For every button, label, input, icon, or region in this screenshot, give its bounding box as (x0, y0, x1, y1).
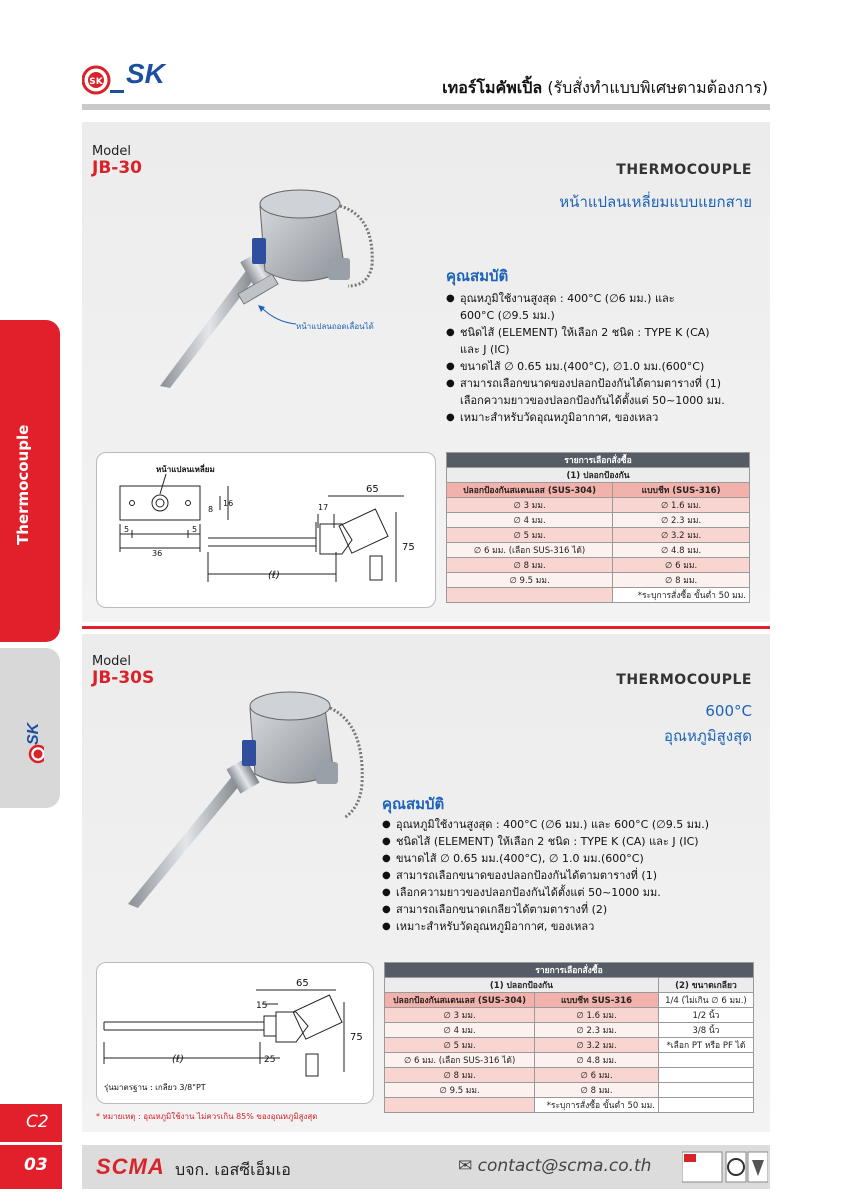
thermocouple-jb30s-image (120, 684, 380, 914)
dimension-drawing-lines (96, 452, 436, 608)
product-subtitle-temp: 600°C (705, 702, 752, 720)
product-type: THERMOCOUPLE (616, 162, 752, 178)
property-item: ● เลือกความยาวของปลอกป้องกันได้ตั้งแต่ 50~1000 มม. (382, 884, 766, 901)
svg-text:15: 15 (256, 1001, 268, 1011)
properties-heading: คุณสมบัติ (446, 267, 509, 285)
product-type: THERMOCOUPLE (616, 672, 752, 688)
svg-text:5: 5 (192, 525, 198, 534)
table-col-header: แบบชีท (SUS-316) (613, 483, 750, 498)
table-note: *ระบุการสั่งซื้อ ขั้นต่ำ 50 มม. (535, 1098, 659, 1113)
svg-text:75: 75 (402, 542, 415, 553)
table-col-header: แบบชีท SUS-316 (535, 993, 659, 1008)
order-table-jb30s: รายการเลือกสั่งซื้อ (1) ปลอกป้องกัน (2) ขนาดเกลียว ปลอกป้องกันสแตนเลส (SUS-304) แบบชีท SUS-316 1/4 (ไม่เกิน ∅ 6 มม.) ∅ 3 มม. ∅ 1.6 มม. 1/2 นิ้ว ∅ 4 มม. ∅ 2.3 มม. 3/8 นิ้ว ∅ 5 มม. ∅ 3.2 มม. *เลือก PT หรือ PF ได้ ∅ 6 มม. (เลือก SUS-316 ได้) ∅ 4.8 มม. ∅ 8 มม. ∅ 6 มม. ∅ 9.5 มม. ∅ 8 มม. *ระบุการสั่งซื้อ ขั้นต่ำ 50 มม. (384, 962, 754, 1113)
svg-text:(ℓ): (ℓ) (268, 570, 280, 581)
svg-text:65: 65 (366, 484, 379, 495)
table-title: รายการเลือกสั่งซื้อ (385, 963, 754, 978)
table-row: ∅ 3 มม. ∅ 1.6 มม. (447, 498, 750, 513)
model-number: JB-30 (92, 158, 142, 178)
envelope-icon: ✉ (458, 1156, 473, 1176)
page-header (82, 60, 770, 112)
table-row: ∅ 6 มม. (เลือก SUS-316 ได้) ∅ 4.8 มม. (447, 543, 750, 558)
table-row: ∅ 8 มม. ∅ 6 มม. (447, 558, 750, 573)
callout-arrow-icon (256, 304, 298, 326)
table-subtitle: (1) ปลอกป้องกัน (447, 468, 750, 483)
property-item: ● สามารถเลือกขนาดของปลอกป้องกันได้ตามตารางที่ (1) เลือกความยาวของปลอกป้องกันได้ตั้งแต่ 50~1000 มม. (446, 375, 766, 409)
table-col-header: ปลอกป้องกันสแตนเลส (SUS-304) (447, 483, 613, 498)
table-row: ∅ 4 มม. ∅ 2.3 มม. 3/8 นิ้ว (385, 1023, 754, 1038)
svg-text:75: 75 (350, 1032, 363, 1043)
page-title: เทอร์โมคัพเปิ้ล (รับสั่งทำแบบพิเศษตามต้องการ) (442, 78, 768, 97)
product-subtitle: หน้าแปลนเหลี่ยมแบบแยกสาย (559, 193, 752, 211)
model-number: JB-30S (92, 668, 155, 688)
footnote: * หมายเหตุ : อุณหภูมิใช้งาน ไม่ควรเกิน 85% ของอุณหภูมิสูงสุด (96, 1112, 318, 1121)
table-row: ∅ 8 มม. ∅ 6 มม. (385, 1068, 754, 1083)
table-row: ∅ 3 มม. ∅ 1.6 มม. 1/2 นิ้ว (385, 1008, 754, 1023)
standard-model-note: รุ่นมาตรฐาน : เกลียว 3/8"PT (104, 1083, 206, 1092)
table-row: ∅ 6 มม. (เลือก SUS-316 ได้) ∅ 4.8 มม. (385, 1053, 754, 1068)
property-item: ● ขนาดไส้ ∅ 0.65 มม.(400°C), ∅ 1.0 มม.(600°C) (382, 850, 766, 867)
table-row: ∅ 4 มม. ∅ 2.3 มม. (447, 513, 750, 528)
model-label: Model (92, 654, 132, 669)
side-tab-label: Thermocouple (14, 424, 32, 545)
table-note: *ระบุการสั่งซื้อ ขั้นต่ำ 50 มม. (613, 588, 750, 603)
property-item: ● เหมาะสำหรับวัดอุณหภูมิอากาศ, ของเหลว (446, 409, 766, 426)
side-brand-text: SK (25, 722, 42, 745)
svg-text:5: 5 (124, 525, 130, 534)
section-divider (82, 626, 770, 629)
page-code: C2 (0, 1104, 62, 1142)
property-item: ● ขนาดไส้ ∅ 0.65 มม.(400°C), ∅1.0 มม.(600°C) (446, 358, 766, 375)
svg-text:17: 17 (318, 503, 329, 512)
header-divider (82, 104, 770, 110)
svg-text:(ℓ): (ℓ) (172, 1054, 184, 1065)
scma-logo: SCMA (96, 1154, 165, 1179)
svg-text:16: 16 (223, 499, 234, 508)
side-sk-logo-icon (18, 695, 44, 765)
order-table-jb30 (446, 452, 750, 603)
svg-text:65: 65 (296, 978, 309, 989)
property-item: ● ชนิดไส้ (ELEMENT) ให้เลือก 2 ชนิด : TYPE K (CA) และ J (IC) (382, 833, 766, 850)
thermocouple-jb30-image (140, 176, 400, 406)
model-label: Model (92, 144, 132, 159)
header-brand: SK (126, 58, 165, 89)
property-item: ● ชนิดไส้ (ELEMENT) ให้เลือก 2 ชนิด : TYPE K (CA) และ J (IC) (446, 324, 766, 358)
properties-heading: คุณสมบัติ (382, 795, 445, 813)
properties-list (382, 816, 766, 935)
svg-text:36: 36 (152, 549, 163, 558)
product-subtitle: อุณหภูมิสูงสุด (664, 727, 752, 745)
table-title: รายการเลือกสั่งซื้อ (447, 453, 750, 468)
svg-text:SK: SK (89, 77, 103, 87)
property-item: ● อุณหภูมิใช้งานสูงสุด : 400°C (∅6 มม.) และ 600°C (∅9.5 มม.) (382, 816, 766, 833)
property-item: ● เหมาะสำหรับวัดอุณหภูมิอากาศ, ของเหลว (382, 918, 766, 935)
properties-list (446, 290, 766, 426)
property-item: ● สามารถเลือกขนาดเกลียวได้ตามตารางที่ (2) (382, 901, 766, 918)
company-name: บจก. เอสซีเอ็มเอ (175, 1160, 291, 1179)
table-row: ∅ 9.5 มม. ∅ 8 มม. (385, 1083, 754, 1098)
property-item: ● อุณหภูมิใช้งานสูงสุด : 400°C (∅6 มม.) และ 600°C (∅9.5 มม.) (446, 290, 766, 324)
table-row: ∅ 5 มม. ∅ 3.2 มม. (447, 528, 750, 543)
table-col-header: ปลอกป้องกันสแตนเลส (SUS-304) (385, 993, 535, 1008)
svg-text:8: 8 (208, 505, 214, 514)
page-number: 03 (0, 1145, 62, 1189)
flange-label: หน้าแปลนเหลี่ยม (156, 465, 215, 474)
dimension-drawing-lines (96, 962, 374, 1104)
property-item: ● สามารถเลือกขนาดของปลอกป้องกันได้ตามตารางที่ (1) (382, 867, 766, 884)
contact-email[interactable]: ✉ contact@scma.co.th (458, 1156, 652, 1176)
table-row: ∅ 9.5 มม. ∅ 8 มม. (447, 573, 750, 588)
flange-callout: หน้าแปลนถอดเลื่อนได้ (296, 322, 374, 331)
svg-text:25: 25 (264, 1055, 276, 1065)
table-subtitle: (2) ขนาดเกลียว (658, 978, 753, 993)
table-row: ∅ 5 มม. ∅ 3.2 มม. *เลือก PT หรือ PF ได้ (385, 1038, 754, 1053)
certification-badges-icon (682, 1150, 768, 1184)
table-subtitle: (1) ปลอกป้องกัน (385, 978, 659, 993)
